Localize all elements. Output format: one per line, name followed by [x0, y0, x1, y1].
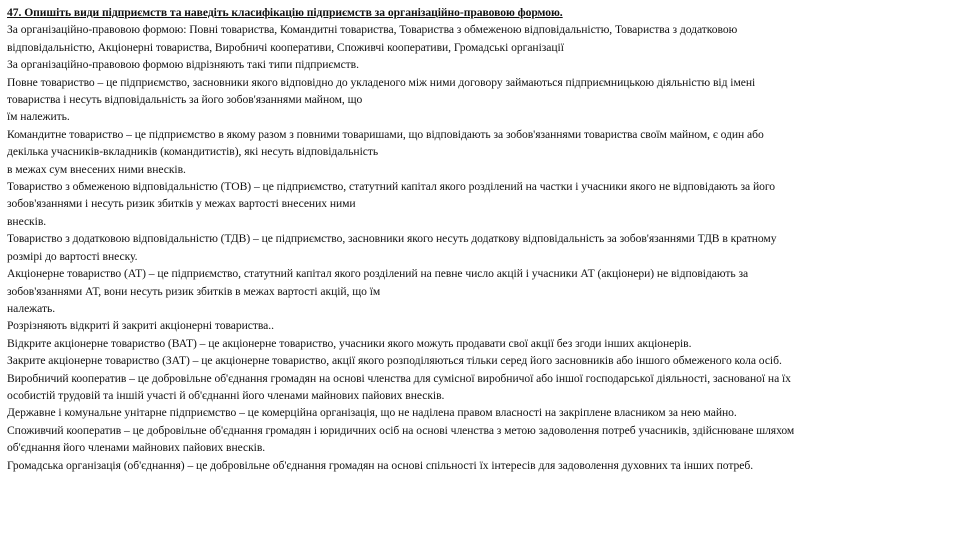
text-line: в межах сум внесених ними внесків.	[7, 162, 186, 176]
text-line: Громадська організація (об'єднання) – це добровільне об'єднання громадян на основі спільності їх інтересів для задоволення духовних та інших потреб.	[7, 458, 754, 472]
text-line: декілька учасників-вкладників (командитистів), які несуть відповідальність	[7, 145, 379, 159]
document-body	[7, 4, 957, 474]
text-line: Акціонерне товариство (АТ) – це підприємство, статутний капітал якого розділений на певне число акцій і учасники АТ (акціонери) не відповідають за	[7, 267, 749, 281]
text-line: особистій трудовій та іншій участі й об'єднанні його членами майнових пайових внесків.	[7, 388, 445, 402]
text-line: зобов'язаннями і несуть ризик збитків у межах вартості внесених ними	[7, 197, 356, 211]
text-line: відповідальністю, Акціонерні товариства, Виробничі кооперативи, Споживчі кооперативи, Громадські організації	[7, 40, 564, 54]
text-line: За організаційно-правовою формою відрізняють такі типи підприємств.	[7, 58, 359, 72]
text-line: зобов'язаннями АТ, вони несуть ризик збитків в межах вартості акцій, що їм	[7, 284, 381, 298]
text-line: Відкрите акціонерне товариство (ВАТ) – це акціонерне товариство, учасники якого можуть продавати свої акції без згоди інших акціонерів.	[7, 336, 692, 350]
text-line: Товариство з додатковою відповідальністю (ТДВ) – це підприємство, засновники якого несуть додаткову відповідальність за зобов'язаннями ТДВ в кратному	[7, 232, 777, 246]
text-line: Товариство з обмеженою відповідальністю (ТОВ) – це підприємство, статутний капітал якого розділений на частки і учасники якого не відповідають за його	[7, 180, 776, 194]
text-line: Споживчий кооператив – це добровільне об'єднання громадян і юридичних осіб на основі членства з метою задоволення потреб учасників, здійснюване шляхом	[7, 423, 795, 437]
text-line: об'єднання його членами майнових пайових внесків.	[7, 441, 266, 455]
text-line: Розрізняють відкриті й закриті акціонерні товариства..	[7, 319, 274, 333]
text-line: товариства і несуть відповідальність за його зобов'язаннями майном, що	[7, 93, 363, 107]
text-line: внесків.	[7, 214, 47, 228]
document-title: 47. Опишіть види підприємств та наведіть класифікацію підприємств за організаційно-правовою формою.	[7, 6, 563, 19]
text-line: Командитне товариство – це підприємство в якому разом з повними товаришами, що відповідають за зобов'язаннями товариства своїм майном, є один або	[7, 127, 764, 141]
text-line: належать.	[7, 301, 56, 315]
text-line: розмірі до вартості внеску.	[7, 249, 138, 263]
text-line: Повне товариство – це підприємство, засновники якого відповідно до укладеного між ними договору займаються підприємницькою діяльністю від імені	[7, 75, 756, 89]
text-line: Державне і комунальне унітарне підприємство – це комерційна організація, що не наділена правом власності на закріплене власником за нею майно.	[7, 406, 737, 420]
text-line: Виробничий кооператив – це добровільне об'єднання громадян на основі членства для сумісної виробничої або іншої господарської діяльності, заснованої на їх	[7, 371, 791, 385]
text-line: Закрите акціонерне товариство (ЗАТ) – це акціонерне товариство, акції якого розподіляються тільки серед його засновників або іншого обмеженого кола осіб.	[7, 354, 782, 368]
text-line: їм належить.	[7, 110, 70, 124]
text-line: За організаційно-правовою формою: Повні товариства, Командитні товариства, Товариства з обмеженою відповідальністю, Товариства з додатковою	[7, 23, 738, 37]
